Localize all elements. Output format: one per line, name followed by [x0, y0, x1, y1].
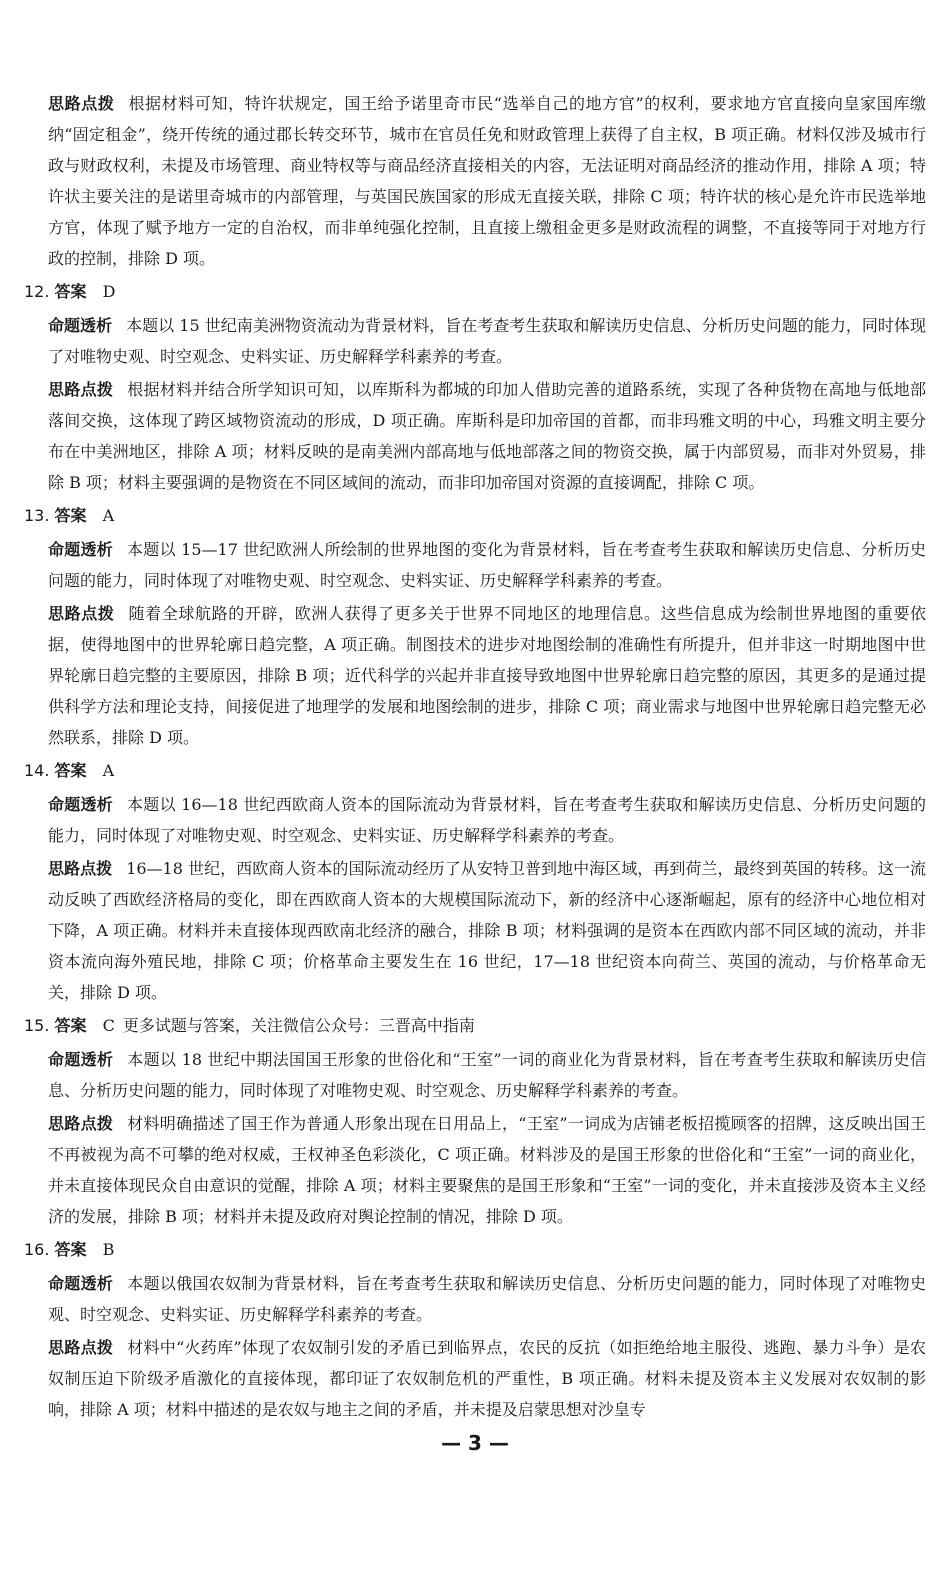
- section-text: 本题以 15 世纪南美洲物资流动为背景材料，旨在考查考生获取和解读历史信息、分析历史问题的能力，同时体现了对唯物史观、时空观念、史料实证、历史解释学科素养的考查。: [48, 316, 926, 366]
- answer-value: C: [102, 1016, 115, 1035]
- answer-line: [24, 1234, 926, 1266]
- answer-label: 答案: [54, 282, 87, 301]
- section-label: 思路点拨: [48, 94, 115, 113]
- page-number: — 3 —: [441, 1431, 509, 1455]
- section-label: 命题透析: [48, 795, 114, 814]
- section-text: 随着全球航路的开辟，欧洲人获得了更多关于世界不同地区的地理信息。这些信息成为绘制世界地图的重要依据，使得地图中的世界轮廓日趋完整，A 项正确。制图技术的进步对地图绘制的准确性有所提升，但并非这一时期地图中世界轮廓日趋完整的主要原因，排除 B 项；近代科学的兴起并非直接导致地图中世界轮廓日趋完整的原因，其更多的是通过提供科学方法和理论支持，间接促进了地理学的发展和地图绘制的进步，排除 C 项；商业需求与地图中世界轮廓日趋完整无必然联系，排除 D 项。: [48, 604, 926, 747]
- intent-paragraph: [24, 534, 926, 596]
- answer-value: D: [102, 282, 116, 301]
- answer-value: B: [102, 1240, 115, 1259]
- section-label: 命题透析: [48, 316, 113, 335]
- analysis-paragraph: [24, 374, 926, 498]
- section-label: 思路点拨: [48, 1338, 114, 1357]
- section-text: 本题以 15—17 世纪欧洲人所绘制的世界地图的变化为背景材料，旨在考查考生获取和解读历史信息、分析历史问题的能力，同时体现了对唯物史观、时空观念、史料实证、历史解释学科素养的考查。: [48, 540, 926, 590]
- question-number: 12.: [24, 282, 50, 301]
- section-text: 材料明确描述了国王作为普通人形象出现在日用品上，“王室”一词成为店铺老板招揽顾客的招牌，这反映出国王不再被视为高不可攀的绝对权威，王权神圣色彩淡化，C 项正确。材料涉及的是国王形象的世俗化和“王室”一词的商业化，并未直接体现民众自由意识的觉醒，排除 A 项；材料主要聚焦的是国王形象和“王室”一词的变化，并未直接涉及资本主义经济的发展，排除 B 项；材料并未提及政府对舆论控制的情况，排除 D 项。: [48, 1114, 926, 1226]
- analysis-paragraph: [24, 1332, 926, 1425]
- section-text: 本题以俄国农奴制为背景材料，旨在考查考生获取和解读历史信息、分析历史问题的能力，同时体现了对唯物史观、时空观念、史料实证、历史解释学科素养的考查。: [48, 1274, 926, 1324]
- answer-content: [24, 88, 926, 1427]
- question-number: 14.: [24, 761, 50, 780]
- intent-paragraph: [24, 1044, 926, 1106]
- answer-label: 答案: [54, 761, 87, 780]
- question-number: 16.: [24, 1240, 50, 1259]
- answer-line: [24, 276, 926, 308]
- section-text: 本题以 18 世纪中期法国国王形象的世俗化和“王室”一词的商业化为背景材料，旨在考查考生获取和解读历史信息、分析历史问题的能力，同时体现了对唯物史观、时空观念、历史解释学科素养的考查。: [48, 1050, 926, 1100]
- section-label: 思路点拨: [48, 604, 115, 623]
- answer-label: 答案: [54, 1016, 87, 1035]
- section-text: 根据材料并结合所学知识可知，以库斯科为都城的印加人借助完善的道路系统，实现了各种货物在高地与低地部落间交换，这体现了跨区域物资流动的形成，D 项正确。库斯科是印加帝国的首都，而非玛雅文明的中心，玛雅文明主要分布在中美洲地区，排除 A 项；材料反映的是南美洲内部高地与低地部落之间的物资交换，属于内部贸易，而非对外贸易，排除 B 项；材料主要强调的是物资在不同区域间的流动，而非印加帝国对资源的直接调配，排除 C 项。: [48, 380, 926, 492]
- section-label: 思路点拨: [48, 1114, 114, 1133]
- answer-value: A: [102, 506, 115, 525]
- intent-paragraph: [24, 310, 926, 372]
- section-label: 命题透析: [48, 540, 114, 559]
- section-text: 本题以 16—18 世纪西欧商人资本的国际流动为背景材料，旨在考查考生获取和解读历史信息、分析历史问题的能力，同时体现了对唯物史观、时空观念、史料实证、历史解释学科素养的考查。: [48, 795, 926, 845]
- section-text: 材料中“火药库”体现了农奴制引发的矛盾已到临界点，农民的反抗（如拒绝给地主服役、逃跑、暴力斗争）是农奴制压迫下阶级矛盾激化的直接体现，都印证了农奴制危机的严重性，B 项正确。材料未提及资本主义发展对农奴制的影响，排除 A 项；材料中描述的是农奴与地主之间的矛盾，并未提及启蒙思想对沙皇专: [48, 1338, 926, 1419]
- answer-line: [24, 1010, 926, 1042]
- answer-note: 更多试题与答案，关注微信公众号：三晋高中指南: [122, 1016, 475, 1035]
- section-label: 命题透析: [48, 1050, 114, 1069]
- section-label: 思路点拨: [48, 380, 114, 399]
- intent-paragraph: [24, 789, 926, 851]
- section-label: 思路点拨: [48, 859, 113, 878]
- analysis-paragraph: [24, 88, 926, 274]
- intent-paragraph: [24, 1268, 926, 1330]
- question-number: 13.: [24, 506, 50, 525]
- question-number: 15.: [24, 1016, 50, 1035]
- section-text: 16—18 世纪，西欧商人资本的国际流动经历了从安特卫普到地中海区域，再到荷兰，最终到英国的转移。这一流动反映了西欧经济格局的变化，即在西欧商人资本的大规模国际流动下，新的经济中心逐渐崛起，原有的经济中心地位相对下降，A 项正确。材料并未直接体现西欧南北经济的融合，排除 B 项；材料强调的是资本在西欧内部不同区域的流动，并非资本流向海外殖民地，排除 C 项；价格革命主要发生在 16 世纪，17—18 世纪资本向荷兰、英国的流动，与价格革命无关，排除 D 项。: [48, 859, 926, 1002]
- analysis-paragraph: [24, 853, 926, 1008]
- section-label: 命题透析: [48, 1274, 114, 1293]
- answer-line: [24, 500, 926, 532]
- analysis-paragraph: [24, 598, 926, 753]
- answer-line: [24, 755, 926, 787]
- answer-value: A: [102, 761, 115, 780]
- analysis-paragraph: [24, 1108, 926, 1232]
- answer-label: 答案: [54, 506, 87, 525]
- section-text: 根据材料可知，特许状规定，国王给予诺里奇市民“选举自己的地方官”的权利，要求地方官直接向皇家国库缴纳“固定租金”，绕开传统的通过郡长转交环节，城市在官员任免和财政管理上获得了自主权，B 项正确。材料仅涉及城市行政与财政权利，未提及市场管理、商业特权等与商品经济直接相关的内容，无法证明对商品经济的推动作用，排除 A 项；特许状主要关注的是诺里奇城市的内部管理，与英国民族国家的形成无直接关联，排除 C 项；特许状的核心是允许市民选举地方官，体现了赋予地方一定的自治权，而非单纯强化控制，且直接上缴租金更多是财政流程的调整，不直接等同于对地方行政的控制，排除 D 项。: [48, 94, 926, 268]
- answer-label: 答案: [54, 1240, 87, 1259]
